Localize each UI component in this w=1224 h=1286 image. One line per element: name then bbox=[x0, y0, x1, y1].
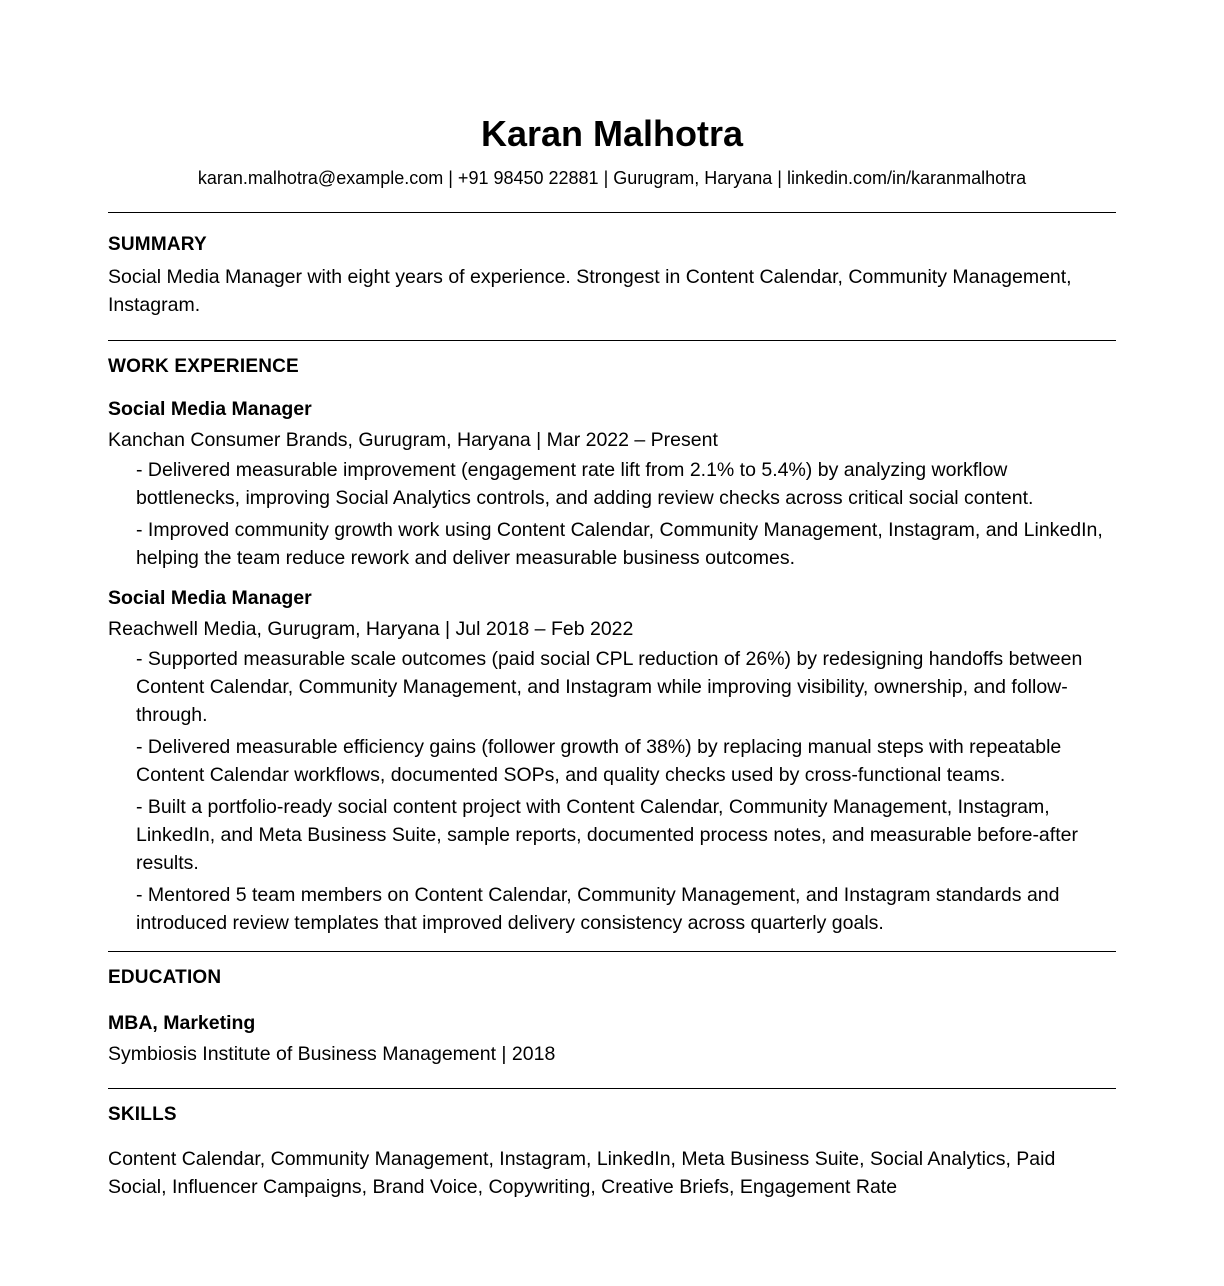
experience-heading: WORK EXPERIENCE bbox=[108, 356, 299, 377]
bullet-item: - Delivered measurable improvement (engagement rate lift from 2.1% to 5.4%) by analyzing workflow bottlenecks, improving Social Analytics controls, and adding review checks across critical social content. bbox=[136, 459, 1034, 509]
skills-heading: SKILLS bbox=[108, 1104, 177, 1125]
education-section bbox=[108, 966, 1116, 1068]
job-meta: Reachwell Media, Gurugram, Haryana | Jul 2018 – Feb 2022 bbox=[108, 618, 634, 640]
divider bbox=[108, 212, 1116, 213]
bullet-item: - Delivered measurable efficiency gains (follower growth of 38%) by replacing manual steps with repeatable Content Calendar workflows, documented SOPs, and quality checks used by cross-functional teams. bbox=[136, 736, 1062, 786]
bullet-item: - Mentored 5 team members on Content Calendar, Community Management, and Instagram standards and introduced review templates that improved delivery consistency across quarterly goals. bbox=[136, 884, 1060, 934]
summary-section bbox=[108, 233, 1116, 319]
divider bbox=[108, 340, 1116, 341]
job-bullets bbox=[108, 456, 1116, 572]
school: Symbiosis Institute of Business Management | 2018 bbox=[108, 1043, 556, 1065]
job-entry bbox=[108, 396, 1116, 572]
summary-heading: SUMMARY bbox=[108, 234, 207, 255]
experience-section bbox=[108, 355, 1116, 937]
bullet-item: - Supported measurable scale outcomes (paid social CPL reduction of 26%) by redesigning handoffs between Content Calendar, Community Management, and Instagram while improving visibility, ownership, and follow-through. bbox=[136, 648, 1083, 726]
education-heading: EDUCATION bbox=[108, 967, 222, 988]
bullet-item: - Improved community growth work using Content Calendar, Community Management, Instagram, and LinkedIn, helping the team reduce rework and deliver measurable business outcomes. bbox=[136, 519, 1103, 569]
job-title: Social Media Manager bbox=[108, 587, 312, 609]
skills-section bbox=[108, 1103, 1116, 1201]
candidate-name: Karan Malhotra bbox=[480, 113, 744, 154]
divider bbox=[108, 1088, 1116, 1089]
degree: MBA, Marketing bbox=[108, 1012, 256, 1034]
summary-text: Social Media Manager with eight years of experience. Strongest in Content Calendar, Community Management, Instagram. bbox=[108, 266, 1072, 316]
contact-line: karan.malhotra@example.com | +91 98450 22881 | Gurugram, Haryana | linkedin.com/in/karanmalhotra bbox=[197, 168, 1027, 188]
job-title: Social Media Manager bbox=[108, 398, 312, 420]
bullet-item: - Built a portfolio-ready social content project with Content Calendar, Community Management, Instagram, LinkedIn, and Meta Business Suite, sample reports, documented process notes, and measurable before-after results. bbox=[136, 796, 1078, 874]
job-entry bbox=[108, 585, 1116, 937]
divider bbox=[108, 951, 1116, 952]
job-meta: Kanchan Consumer Brands, Gurugram, Haryana | Mar 2022 – Present bbox=[108, 429, 718, 451]
resume-page bbox=[108, 112, 1116, 1201]
job-bullets bbox=[108, 645, 1116, 937]
skills-text: Content Calendar, Community Management, Instagram, LinkedIn, Meta Business Suite, Social Analytics, Paid Social, Influencer Campaigns, Brand Voice, Copywriting, Creative Briefs, Engagement Rate bbox=[108, 1148, 1056, 1198]
